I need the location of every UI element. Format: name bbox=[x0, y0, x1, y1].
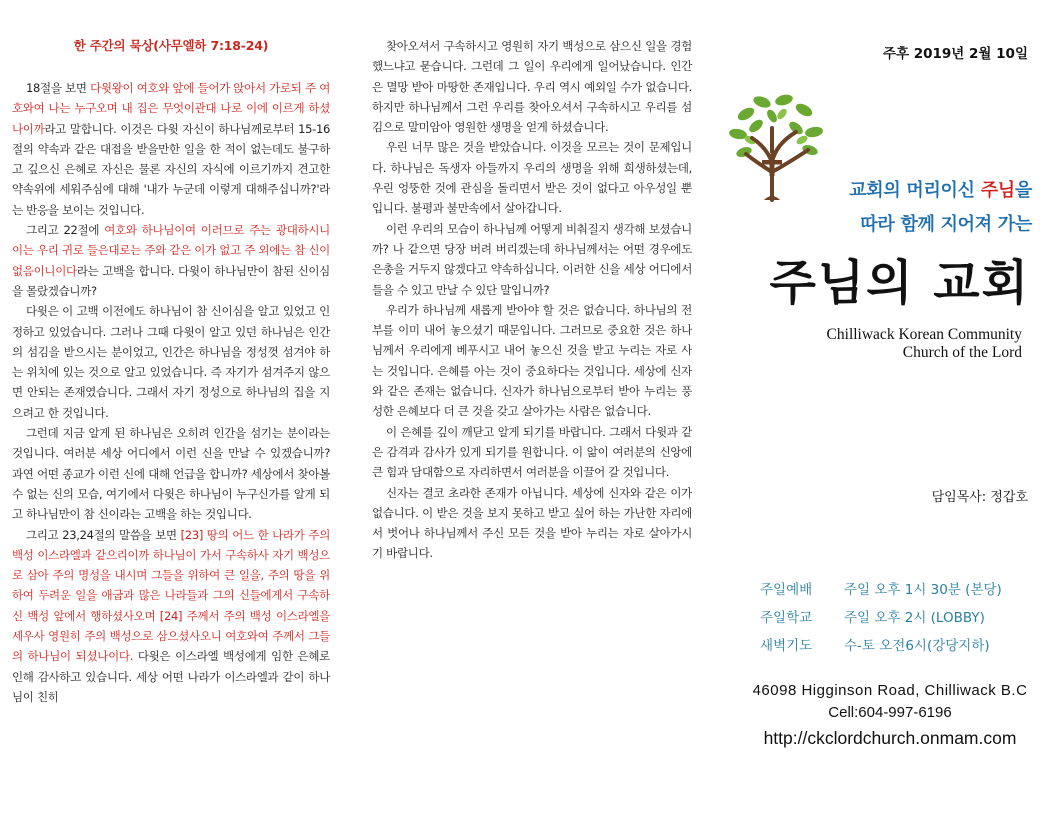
service-row bbox=[760, 604, 1002, 632]
website-link[interactable]: http://ckclordchurch.onmam.com bbox=[763, 728, 1017, 748]
scripture-quote: 다윗왕이 여호와 앞에 들어가 앉아서 가로되 주 여호와여 나는 누구오며 내 집은 무엇이관대 나로 이에 이르게 하셨나이까 bbox=[12, 81, 330, 136]
church-address: 46098 Higginson Road, Chilliwack B.C bbox=[752, 682, 1028, 699]
middle-paragraph: 우리가 하나님께 새롭게 받아야 할 것은 없습니다. 하나님의 전부를 이미 내어 놓으셨기 때문입니다. 그러므로 중요한 것은 하나님께서 우리에게 베푸시고 내어 놓으신 것을 받고 누리는 자로 사는 것입니다. 은혜를 아는 것이 중요하다는 것입니다. 세상에 신자와 같은 존재는 없습니다. 신자가 하나님으로부터 받아 누리는 풍성한 은혜보다 더 큰 것을 갖고 살아가는 사람은 없습니다. bbox=[372, 302, 692, 419]
paragraph-text: 라는 고백을 합니다. 다윗이 하나님만이 참된 신이심을 몰랐겠습니까? bbox=[12, 263, 330, 298]
cell-phone: Cell:604-997-6196 bbox=[828, 704, 952, 721]
church-name-english-line-1: Chilliwack Korean Community bbox=[826, 326, 1022, 343]
paragraph-text: 그리고 23,24절의 말씀을 보면 bbox=[26, 527, 181, 542]
church-name-korean: 주님의 교회 bbox=[769, 255, 1030, 311]
paragraph-text: 18절을 보면 bbox=[26, 81, 91, 95]
left-paragraph bbox=[12, 525, 330, 708]
service-label: 주일예배 bbox=[760, 582, 813, 598]
middle-paragraph: 우린 너무 많은 것을 받았습니다. 이것을 모르는 것이 문제입니다. 하나님은 독생자 아들까지 우리의 생명을 위해 희생하셨는데, 우린 엉뚱한 것에 관심을 돌리면서 받은 것이 없다고 아우성일 뿐입니다. 불평과 불만속에서 살아갑니다. bbox=[372, 140, 692, 216]
paragraph-text: 다윗은 이 고백 이전에도 하나님이 참 신이심을 알고 있었고 인정하고 있었습니다. 그러나 그때 다윗이 알고 있던 하나님은 인간의 섬김을 받으시는 분이었고, 인간은 하나님을 정성껏 섬겨야 하는 위치에 있는 것으로 알고 있었습니다. 즉 자기가 섬겨주지 않으면 안되는 존재였습니다. 그래서 자기 정성으로 하나님의 집을 지으려고 한 것입니다. bbox=[12, 304, 330, 420]
middle-paragraph: 신자는 결코 초라한 존재가 아닙니다. 세상에 신자와 같은 이가 없습니다. 이 받은 것을 보지 못하고 받고 싶어 하는 가난한 자리에서 벗어나 하나님께서 주신 모든 것을 받아 누리는 자로 살아가시기 바랍니다. bbox=[372, 485, 692, 561]
middle-column-body bbox=[372, 36, 692, 564]
service-time: 수-토 오전6시(강당지하) bbox=[844, 638, 990, 654]
paragraph-text: 그런데 지금 알게 된 하나님은 오히려 인간을 섬기는 분이라는 것입니다. 여러분 세상 어디에서 이런 신을 만날 수 있겠습니까? 과연 어떤 종교가 이런 신에 대해 언급을 합니까? 세상에서 찾아볼 수 없는 신의 모습, 여기에서 다윗은 하나님이 누구신가를 알게 되고 하나님만이 참 신이라는 고백을 하는 것입니다. bbox=[12, 426, 330, 522]
paragraph-text: 라고 말합니다. 이것은 다윗 자신이 하나님께로부터 15-16절의 약속과 같은 대접을 받을만한 일을 한 적이 없는데도 불구하고 깊으신 은혜로 자신은 물론 자신의 자식에 이르기까지 견고한 약속위에 세워주심에 대해 '내가 누군데 이렇게 대해주십니까?'라는 반응을 보이는 것입니다. bbox=[12, 121, 330, 217]
service-time: 주일 오후 1시 30분 (본당) bbox=[844, 582, 1002, 598]
service-row bbox=[760, 576, 1002, 604]
bulletin-date: 주후 2019년 2월 10일 bbox=[882, 46, 1028, 62]
service-schedule bbox=[760, 576, 1002, 660]
tree-with-cross-icon bbox=[726, 92, 824, 204]
left-paragraph bbox=[12, 78, 330, 220]
paragraph-text: 그리고 22절에 bbox=[26, 223, 105, 238]
left-paragraph bbox=[12, 220, 330, 301]
scripture-quote: [23] 땅의 어느 한 나라가 주의 백성 이스라엘과 같으리이까 하나님이 가서 구속하사 자기 백성으로 삼아 주의 명성을 내시며 그들을 위하여 큰 일을, 주의 땅을 위하여 두려운 일을 애굽과 많은 나라들과 그의 신들에게서 구속하신 백성 앞에서 행하셨사오며 [24] 주께서 주의 백성 이스라엘을 세우사 영원히 주의 백성으로 삼으셨사오니 여호와여 주께서 그들의 하나님이 되셨나이다. bbox=[12, 527, 330, 664]
left-paragraph bbox=[12, 423, 330, 524]
senior-pastor: 담임목사: 정갑호 bbox=[931, 490, 1028, 505]
scripture-quote: 여호와 하나님이여 이러므로 주는 광대하시니 이는 우리 귀로 들은대로는 주와 같은 이가 없고 주 외에는 참 신이 없음이니이다 bbox=[12, 223, 330, 278]
motto-line-1: 교회의 머리이신 주님을 bbox=[849, 180, 1032, 201]
church-name-english-line-2: Church of the Lord bbox=[902, 344, 1022, 361]
middle-paragraph: 이런 우리의 모습이 하나님께 어떻게 비춰질지 생각해 보셨습니까? 나 같으면 당장 버려 버리겠는데 하나님께서는 어떤 경우에도 은총을 거두지 않겠다고 약속하십니다. 이러한 신을 세상 어디에서 들을 수 있고 만날 수 있단 말입니까? bbox=[372, 221, 692, 297]
service-label: 주일학교 bbox=[760, 610, 813, 626]
middle-paragraph: 이 은혜를 깊이 깨닫고 알게 되기를 바랍니다. 그래서 다윗과 같은 감격과 감사가 있게 되기를 원합니다. 이 앎이 여러분의 신앙에 큰 힘과 담대함으로 자리하면서 여러분을 이끌어 갈 것입니다. bbox=[372, 424, 692, 480]
service-row bbox=[760, 632, 1002, 660]
middle-paragraph: 찾아오셔서 구속하시고 영원히 자기 백성으로 삼으신 일을 경험했느냐고 묻습니다. 그런데 그 일이 우리에게 일어났습니다. 인간은 멸망 받아 마땅한 존재입니다. 우리 역시 예외일 수가 없습니다. 하지만 하나님께서 그런 우리를 찾아오셔서 구속하시고 우리를 섬김으로 말미암아 영원한 생명을 얻게 하셨습니다. bbox=[372, 39, 692, 135]
paragraph-text: 다윗은 이스라엘 백성에게 임한 은혜로 인해 감사하고 있습니다. 세상 어떤 나라가 이스라엘과 같이 하나님이 친히 bbox=[12, 649, 330, 704]
motto-line-2: 따라 함께 지어져 가는 bbox=[860, 214, 1032, 235]
left-column-title: 한 주간의 묵상(사무엘하 7:18-24) bbox=[73, 38, 269, 53]
left-paragraph bbox=[12, 301, 330, 423]
service-time: 주일 오후 2시 (LOBBY) bbox=[844, 610, 985, 626]
service-label: 새벽기도 bbox=[760, 638, 813, 654]
left-column-body bbox=[12, 78, 330, 707]
